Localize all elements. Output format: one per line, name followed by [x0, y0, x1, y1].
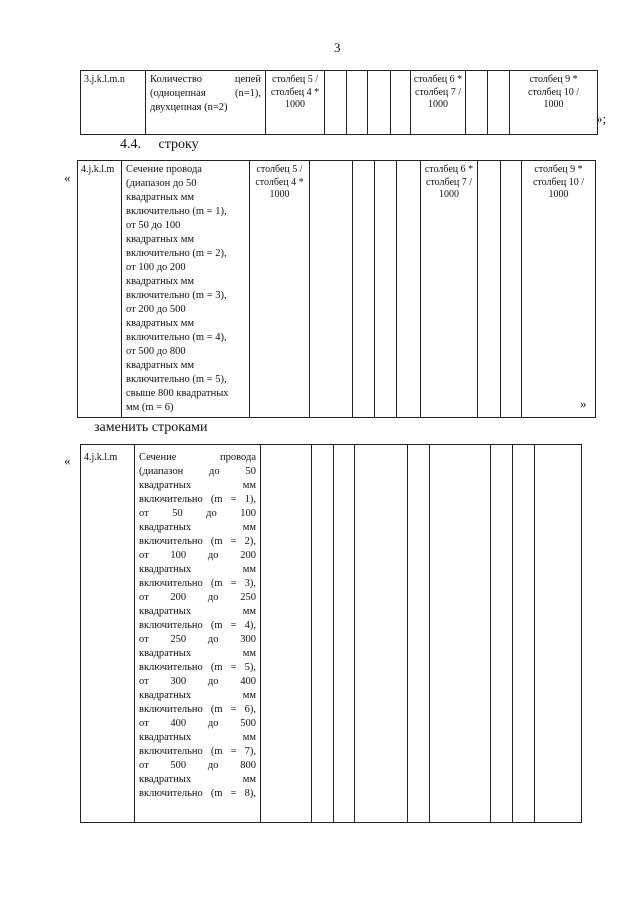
closing-quote: »;: [596, 111, 607, 126]
desc-line: Сечение провода: [139, 452, 256, 463]
formula-line: столбец 5 /: [271, 74, 319, 85]
desc-line: включительно (m = 8),: [139, 788, 256, 799]
desc-line: включительно (m = 1),: [139, 494, 256, 505]
row-description: [122, 161, 250, 418]
empty-cell: [535, 445, 582, 823]
row-code: 4.j.k.l.m: [81, 445, 135, 823]
desc-line: от 200 до 250: [139, 592, 256, 603]
formula-cell: [510, 71, 598, 135]
desc-line: от 300 до 400: [139, 676, 256, 687]
empty-cell: [488, 71, 510, 135]
desc-line: от 100 до 200: [126, 262, 186, 273]
section-heading: [120, 137, 199, 153]
formula-cell: [421, 161, 478, 418]
desc-line: квадратных мм: [126, 318, 194, 329]
desc-line: включительно (m = 2),: [139, 536, 256, 547]
empty-cell: [347, 71, 368, 135]
desc-line: включительно (m = 4),: [139, 620, 256, 631]
formula-line: столбец 4 *: [255, 176, 304, 188]
empty-cell: [478, 161, 501, 418]
desc-line: от 50 до 100: [126, 220, 181, 231]
desc-line: включительно (m = 2),: [126, 248, 227, 259]
desc-line: квадратных мм: [126, 360, 194, 371]
section-text: строку: [158, 137, 199, 152]
formula-line: 1000: [439, 189, 459, 200]
table-row-section-new: [80, 444, 582, 823]
open-quote: «: [64, 170, 71, 185]
desc-line: включительно (m = 3),: [126, 290, 227, 301]
empty-cell: [501, 161, 522, 418]
formula-cell: [266, 71, 325, 135]
empty-cell: [312, 445, 334, 823]
desc-line: от 500 до 800: [139, 760, 256, 771]
desc-line: включительно (m = 4),: [126, 332, 227, 343]
desc-line: квадратных мм: [139, 480, 256, 491]
desc-line: Количество цепей: [150, 74, 261, 85]
formula-cell: [522, 161, 596, 418]
desc-line: включительно (m = 7),: [139, 746, 256, 757]
empty-cell: [355, 445, 408, 823]
row-code: 3.j.k.l.m.n: [81, 71, 146, 135]
row-description: [135, 445, 261, 823]
empty-cell: [466, 71, 488, 135]
empty-cell: [430, 445, 491, 823]
desc-line: Сечение провода: [126, 164, 202, 175]
empty-cell: [353, 161, 375, 418]
desc-line: квадратных мм: [139, 648, 256, 659]
empty-cell: [408, 445, 430, 823]
desc-line: (одноцепная (n=1),: [150, 88, 261, 99]
formula-line: 1000: [428, 99, 448, 110]
formula-line: столбец 7 /: [414, 86, 462, 98]
formula-line: столбец 5 /: [256, 164, 303, 175]
empty-cell: [375, 161, 397, 418]
desc-line: квадратных мм: [139, 522, 256, 533]
page-number: 3: [334, 40, 341, 55]
empty-cell: [261, 445, 312, 823]
empty-cell: [397, 161, 421, 418]
desc-line: квадратных мм: [139, 690, 256, 701]
formula-cell: [250, 161, 310, 418]
desc-line: от 500 до 800: [126, 346, 186, 357]
desc-line: квадратных мм: [139, 606, 256, 617]
desc-line: от 50 до 100: [139, 508, 256, 519]
section-number: 4.4.: [120, 137, 141, 152]
formula-line: столбец 7 /: [425, 176, 473, 188]
formula-line: столбец 6 *: [413, 74, 463, 85]
empty-cell: [491, 445, 513, 823]
empty-cell: [310, 161, 353, 418]
close-quote: »: [580, 396, 587, 411]
empty-cell: [334, 445, 355, 823]
empty-cell: [368, 71, 391, 135]
open-quote: «: [64, 453, 71, 468]
empty-cell: [513, 445, 535, 823]
formula-line: столбец 10 /: [527, 86, 580, 98]
formula-line: столбец 10 /: [532, 176, 585, 188]
desc-line: от 100 до 200: [139, 550, 256, 561]
empty-cell: [391, 71, 411, 135]
table-row-section-old: [77, 160, 596, 418]
formula-line: столбец 6 *: [424, 164, 474, 175]
table-row-circuits: [80, 70, 598, 135]
desc-line: квадратных мм: [139, 732, 256, 743]
desc-line: мм (m = 6): [126, 402, 174, 413]
desc-line: квадратных мм: [126, 234, 194, 245]
desc-line: включительно (m = 1),: [126, 206, 227, 217]
formula-line: 1000: [285, 99, 305, 110]
replace-text: заменить строками: [94, 420, 208, 435]
desc-line: квадратных мм: [139, 774, 256, 785]
row-description: [146, 71, 266, 135]
row-code: 4.j.k.l.m: [78, 161, 122, 418]
desc-line: свыше 800 квадратных: [126, 388, 229, 399]
desc-line: включительно (m = 6),: [139, 704, 256, 715]
formula-line: 1000: [543, 99, 564, 110]
empty-cell: [325, 71, 347, 135]
formula-cell: [411, 71, 466, 135]
desc-line: (диапазон до 50: [139, 466, 256, 477]
formula-line: 1000: [269, 189, 290, 200]
desc-line: от 200 до 500: [126, 304, 186, 315]
desc-line: включительно (m = 5),: [139, 662, 256, 673]
desc-line: включительно (m = 5),: [126, 374, 227, 385]
desc-line: (диапазон до 50: [126, 178, 197, 189]
desc-line: квадратных мм: [126, 192, 194, 203]
desc-line: двухцепная (n=2): [150, 102, 228, 113]
desc-line: от 250 до 300: [139, 634, 256, 645]
formula-line: 1000: [548, 189, 569, 200]
desc-line: включительно (m = 3),: [139, 578, 256, 589]
desc-line: квадратных мм: [139, 564, 256, 575]
desc-line: квадратных мм: [126, 276, 194, 287]
formula-line: столбец 9 *: [534, 164, 583, 175]
desc-line: от 400 до 500: [139, 718, 256, 729]
formula-line: столбец 4 *: [270, 86, 320, 98]
formula-line: столбец 9 *: [529, 74, 578, 85]
